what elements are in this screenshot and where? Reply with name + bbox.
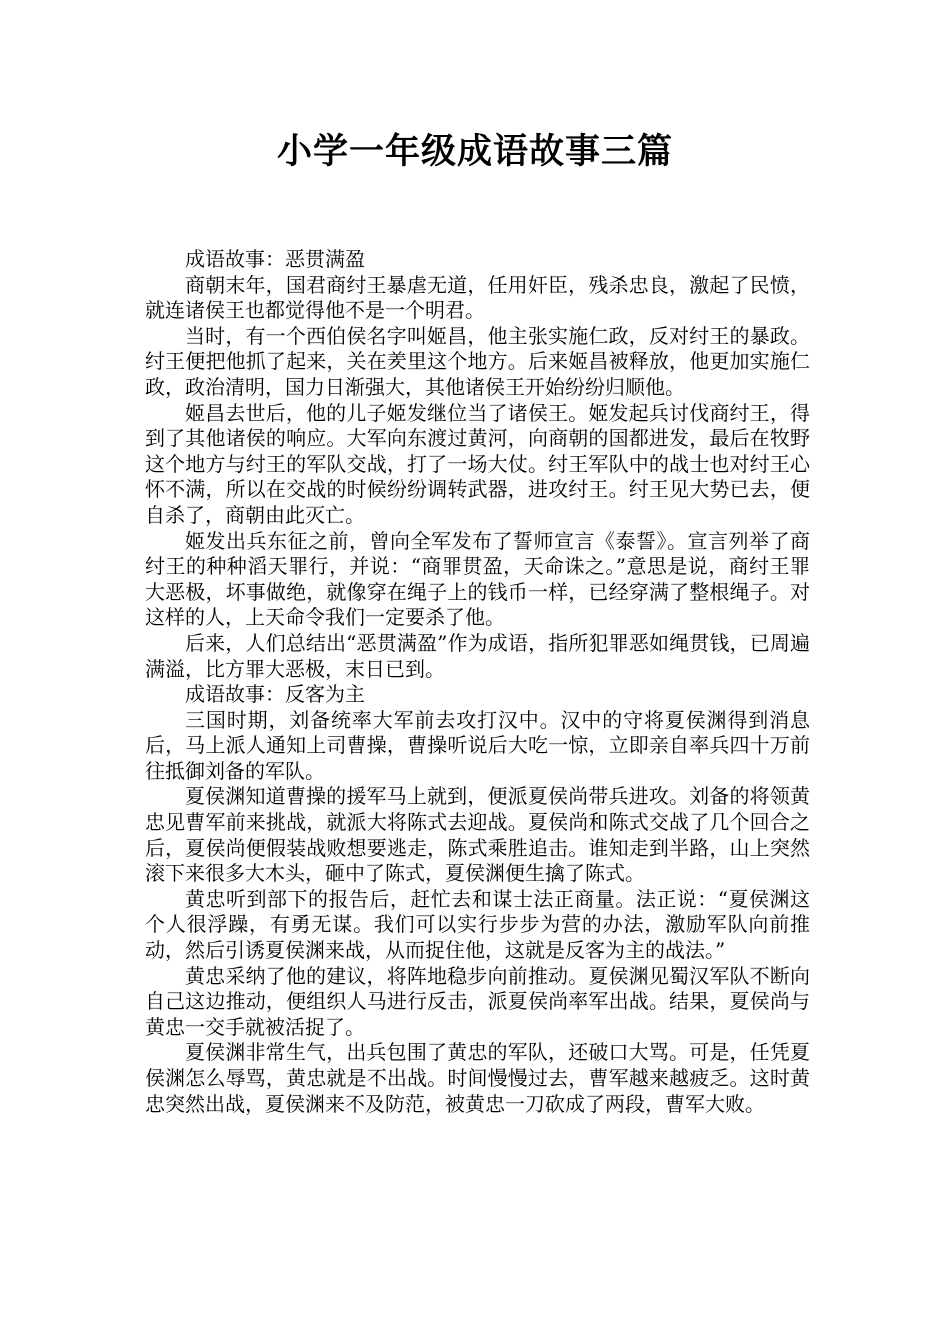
paragraph: 姬发出兵东征之前，曾向全军发布了誓师宣言《泰誓》。宣言列举了商纣王的种种滔天罪行，并说：“商罪贯盈，天命诛之。”意思是说，商纣王罪大恶极，坏事做绝，就像穿在绳子上的钱币一样，已经穿满了整根绳子。对这样的人，上天命令我们一定要杀了他。 <box>145 528 810 630</box>
paragraph: 三国时期，刘备统率大军前去攻打汉中。汉中的守将夏侯渊得到消息后，马上派人通知上司曹操，曹操听说后大吃一惊，立即亲自率兵四十万前往抵御刘备的军队。 <box>145 707 810 783</box>
paragraph: 当时，有一个西伯侯名字叫姬昌，他主张实施仁政，反对纣王的暴政。纣王便把他抓了起来，关在羑里这个地方。后来姬昌被释放，他更加实施仁政，政治清明，国力日渐强大，其他诸侯王开始纷纷归顺他。 <box>145 323 810 399</box>
section-heading: 成语故事：恶贯满盈 <box>185 247 365 271</box>
paragraph: 黄忠采纳了他的建议，将阵地稳步向前推动。夏侯渊见蜀汉军队不断向自己这边推动，便组织人马进行反击，派夏侯尚率军出战。结果，夏侯尚与黄忠一交手就被活捉了。 <box>145 963 810 1039</box>
section-heading: 成语故事：反客为主 <box>185 682 365 707</box>
paragraph: 黄忠听到部下的报告后，赶忙去和谋士法正商量。法正说：“夏侯渊这个人很浮躁，有勇无谋。我们可以实行步步为营的办法，激励军队向前推动，然后引诱夏侯渊来战，从而捉住他，这就是反客为主的战法。” <box>145 886 810 963</box>
paragraph: 商朝末年，国君商纣王暴虐无道，任用奸臣，残杀忠良，激起了民愤，就连诸侯王也都觉得他不是一个明君。 <box>145 272 810 323</box>
document-body <box>145 247 810 1117</box>
paragraph: 后来，人们总结出“恶贯满盈”作为成语，指所犯罪恶如绳贯钱，已周遍满溢，比方罪大恶极，末日已到。 <box>145 630 810 681</box>
paragraph: 夏侯渊非常生气，出兵包围了黄忠的军队，还破口大骂。可是，任凭夏侯渊怎么辱骂，黄忠就是不出战。时间慢慢过去，曹军越来越疲乏。这时黄忠突然出战，夏侯渊来不及防范，被黄忠一刀砍成了两段，曹军大败。 <box>145 1040 810 1116</box>
document-title: 小学一年级成语故事三篇 <box>276 132 673 172</box>
paragraph: 姬昌去世后，他的儿子姬发继位当了诸侯王。姬发起兵讨伐商纣王，得到了其他诸侯的响应。大军向东渡过黄河，向商朝的国都进发，最后在牧野这个地方与纣王的军队交战，打了一场大仗。纣王军队中的战士也对纣王心怀不满，所以在交战的时候纷纷调转武器，进攻纣王。纣王见大势已去，便自杀了，商朝由此灭亡。 <box>145 400 810 527</box>
paragraph: 夏侯渊知道曹操的援军马上就到，便派夏侯尚带兵进攻。刘备的将领黄忠见曹军前来挑战，就派大将陈式去迎战。夏侯尚和陈式交战了几个回合之后，夏侯尚便假装战败想要逃走，陈式乘胜追击。谁知走到半路，山上突然滚下来很多大木头，砸中了陈式，夏侯渊便生擒了陈式。 <box>145 784 810 886</box>
